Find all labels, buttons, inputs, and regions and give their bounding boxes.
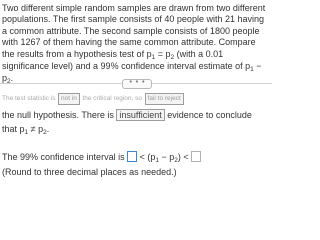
hyp-p1: p <box>146 48 152 59</box>
answer-line1-text-b: the critical region, so <box>82 95 143 102</box>
ci-sub1: 1 <box>155 157 159 164</box>
critical-region-dropdown[interactable]: not in <box>58 93 80 105</box>
answer-line3-c: . <box>46 124 50 134</box>
question-body-2: (with a 0.01 significance level) and a 99% confidence interval estimate of <box>2 48 243 72</box>
confidence-interval-line <box>2 151 201 162</box>
answer-line3-sub1: 1 <box>24 129 29 136</box>
est-p1: p <box>245 61 251 72</box>
est-p2: p <box>2 73 8 84</box>
ci-mid-minus: − p <box>158 152 175 162</box>
hyp-p2: p <box>165 48 171 59</box>
hyp-eq: = <box>155 48 166 59</box>
question-text <box>2 3 270 86</box>
answer-line1-text: The test statistic is <box>2 95 56 102</box>
ci-mid-open: < (p <box>137 152 156 162</box>
hyp-sub2: 2 <box>170 53 175 61</box>
answer-line3-sub2: 2 <box>43 129 47 136</box>
answer-line-3 <box>2 124 49 134</box>
question-body: Two different simple random samples are drawn from two different populations. The first sample consists of 40 people with 21 having a common attribute. The second sample consists of 1800 people with 1267 of them having the same common attribute. Compare the results from a hypothesis test of <box>2 3 266 59</box>
ci-upper-input[interactable] <box>191 151 201 162</box>
question-end: . <box>10 73 14 84</box>
hyp-expression <box>147 49 175 59</box>
evidence-dropdown[interactable]: insufficient <box>116 109 164 121</box>
ci-lower-input[interactable] <box>127 151 137 162</box>
expand-more-button[interactable]: • • • <box>122 79 152 89</box>
answer-line-1 <box>2 92 184 105</box>
ci-sub2: 2 <box>174 157 178 164</box>
est-sub2: 2 <box>7 78 11 86</box>
round-note: (Round to three decimal places as needed.) <box>2 167 177 177</box>
est-minus: − <box>253 61 262 72</box>
answer-line-2 <box>2 109 252 121</box>
answer-line3-b: ≠ p <box>28 124 44 134</box>
est-sub1: 1 <box>250 66 254 74</box>
ci-mid-close: ) < <box>177 152 192 162</box>
hyp-sub1: 1 <box>151 53 156 61</box>
answer-line3-a: that p <box>2 124 25 134</box>
answer-line2-text: the null hypothesis. There is <box>2 110 114 120</box>
ci-label: The 99% confidence interval is <box>2 152 125 162</box>
reject-dropdown[interactable]: fail to reject <box>145 93 184 105</box>
answer-line2-text-b: evidence to conclude <box>167 110 252 120</box>
